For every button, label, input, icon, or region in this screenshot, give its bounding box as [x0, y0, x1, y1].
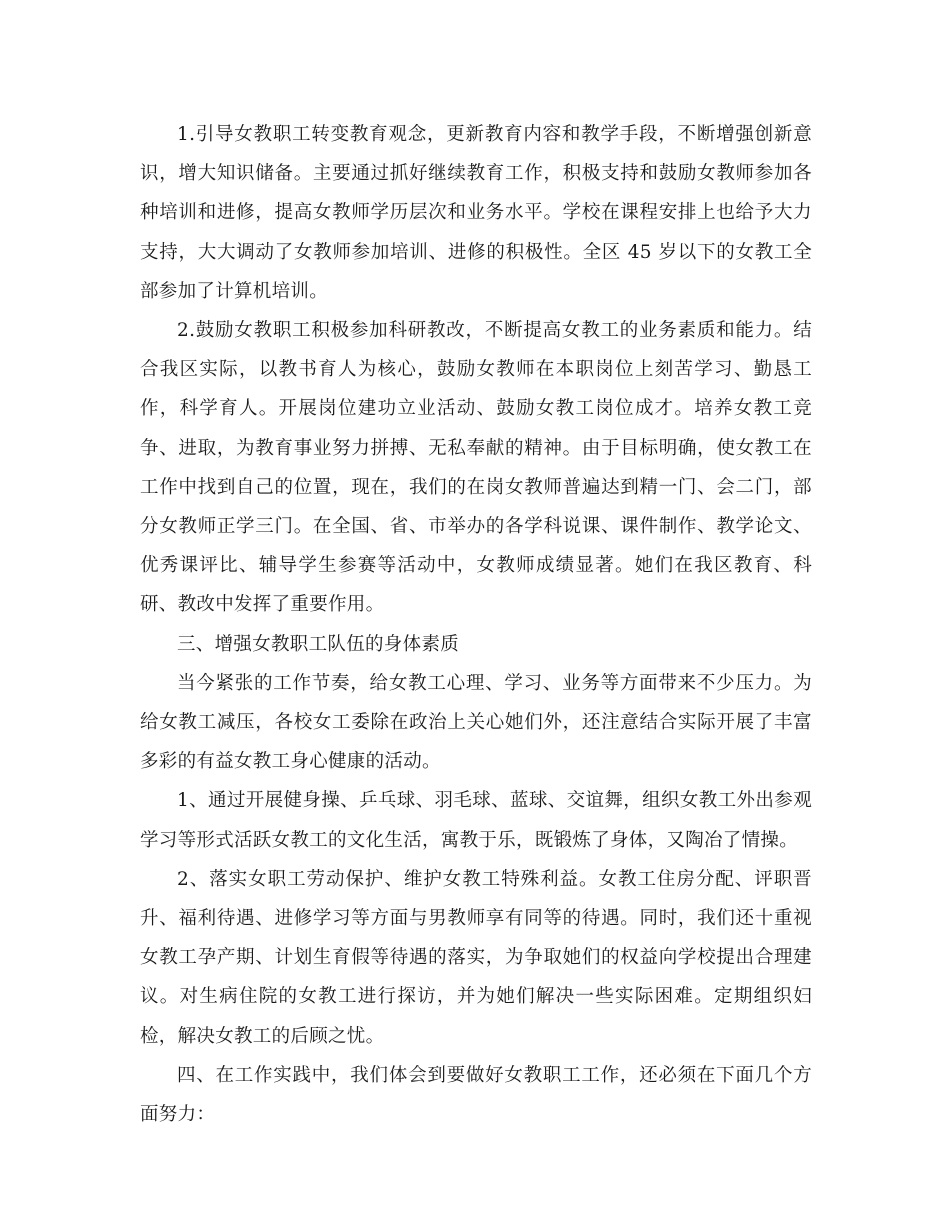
section-heading-3: 三、增强女教职工队伍的身体素质 [177, 633, 460, 655]
paragraph-1: 1.引导女教职工转变教育观念，更新教育内容和教学手段，不断增强创新意识，增大知识储备。主要通过抓好继续教育工作，积极支持和鼓励女教师参加各种培训和进修，提高女教师学历层次和业务水平。学校在课程安排上也给予大力支持，大大调动了女教师参加培训、进修的积极性。全区 45 岁以下的女教工全部参加了计算机培训。 [140, 124, 812, 302]
paragraph-2: 2.鼓励女教职工积极参加科研教改，不断提高女教工的业务素质和能力。结合我区实际，以教书育人为核心，鼓励女教师在本职岗位上刻苦学习、勤恳工作，科学育人。开展岗位建功立业活动、鼓励女教工岗位成才。培养女教工竞争、进取，为教育事业努力拼搏、无私奉献的精神。由于目标明确，使女教工在工作中找到自己的位置，现在，我们的在岗女教师普遍达到精一门、会二门，部分女教师正学三门。在全国、省、市举办的各学科说课、课件制作、教学论文、优秀课评比、辅导学生参赛等活动中，女教师成绩显著。她们在我区教育、科研、教改中发挥了重要作用。 [140, 320, 812, 616]
paragraph-4: 当今紧张的工作节奏，给女教工心理、学习、业务等方面带来不少压力。为给女教工减压，各校女工委除在政治上关心她们外，还注意结合实际开展了丰富多彩的有益女教工身心健康的活动。 [140, 672, 812, 773]
paragraph-5: 1、通过开展健身操、乒乓球、羽毛球、蓝球、交谊舞，组织女教工外出参观学习等形式活跃女教工的文化生活，寓教于乐，既锻炼了身体，又陶冶了情操。 [140, 790, 812, 851]
section-heading-4: 四、在工作实践中，我们体会到要做好女教职工工作，还必须在下面几个方面努力： [140, 1064, 812, 1126]
document-body [140, 115, 812, 1134]
paragraph-6: 2、落实女职工劳动保护、维护女教工特殊利益。女教工住房分配、评职晋升、福利待遇、进修学习等方面与男教师享有同等的待遇。同时，我们还十重视女教工孕产期、计划生育假等待遇的落实，为争取她们的权益向学校提出合理建议。对生病住院的女教工进行探访，并为她们解决一些实际困难。定期组织妇检，解决女教工的后顾之忧。 [140, 868, 812, 1047]
